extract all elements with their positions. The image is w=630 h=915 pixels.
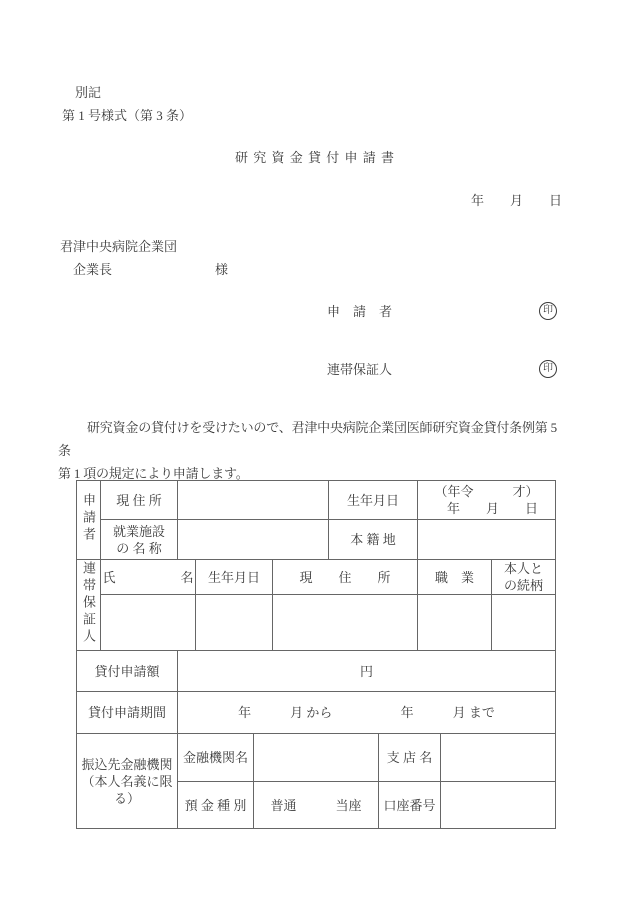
guarantor-birth-value-cell bbox=[196, 595, 273, 651]
application-table bbox=[76, 480, 555, 829]
loan-terms-section bbox=[76, 650, 556, 734]
page-title: 研 究 資 金 貸 付 申 請 書 bbox=[234, 150, 395, 165]
workplace-value-cell bbox=[178, 520, 329, 560]
body-paragraph-line2: 第 1 項の規定により申請します。 bbox=[58, 466, 249, 481]
applicant-birth-label: 生年月日 bbox=[329, 481, 418, 520]
annex-note: 別記 bbox=[75, 85, 102, 100]
applicant-signature-row bbox=[327, 301, 557, 320]
guarantor-section bbox=[76, 559, 556, 651]
bank-side-label-cell: 振込先金融機関 （本人名義に限 る） bbox=[77, 734, 178, 829]
bank-branch-value-cell bbox=[441, 734, 556, 782]
applicant-address-value-cell bbox=[178, 481, 329, 520]
guarantor-address-label: 現 住 所 bbox=[273, 560, 418, 595]
deposit-type-label: 預 金 種 別 bbox=[178, 782, 254, 829]
bank-section bbox=[76, 733, 556, 829]
applicant-address-label: 現 住 所 bbox=[101, 481, 178, 520]
addressee-organization: 君津中央病院企業団 bbox=[60, 239, 178, 254]
bank-institution-value-cell bbox=[254, 734, 379, 782]
guarantor-relation-value-cell bbox=[492, 595, 556, 651]
guarantor-name-label: 氏 名 bbox=[101, 560, 196, 595]
body-paragraph bbox=[58, 416, 558, 485]
seal-icon: 印 bbox=[539, 302, 557, 320]
addressee-line bbox=[73, 259, 228, 278]
domicile-label: 本 籍 地 bbox=[329, 520, 418, 560]
birth-date-placeholder: 年 月 日 bbox=[446, 501, 538, 516]
guarantor-occupation-value-cell bbox=[418, 595, 492, 651]
account-number-label: 口座番号 bbox=[379, 782, 441, 829]
guarantor-birth-label: 生年月日 bbox=[196, 560, 273, 595]
guarantor-side-header: 連帯保証人 bbox=[77, 560, 101, 651]
age-note: （年令 才） bbox=[434, 484, 539, 499]
loan-period-label: 貸付申請期間 bbox=[77, 692, 178, 734]
loan-amount-label: 貸付申請額 bbox=[77, 651, 178, 692]
applicant-section bbox=[76, 480, 556, 560]
addressee-title: 企業長 bbox=[73, 262, 113, 277]
deposit-type-options: 普通 当座 bbox=[254, 782, 379, 829]
workplace-label-cell: 就業施設 の 名 称 bbox=[101, 520, 178, 560]
seal-icon: 印 bbox=[539, 360, 557, 378]
honorific: 様 bbox=[215, 262, 229, 277]
loan-period-value-cell: 年 月 から 年 月 まで bbox=[178, 692, 556, 734]
guarantor-name-value-cell bbox=[101, 595, 196, 651]
guarantor-relation-label-cell: 本人と の続柄 bbox=[492, 560, 556, 595]
applicant-birth-cell bbox=[418, 481, 556, 520]
bank-branch-label: 支 店 名 bbox=[379, 734, 441, 782]
date-placeholder: 年 月 日 bbox=[470, 193, 562, 208]
applicant-sign-label: 申 請 者 bbox=[327, 304, 393, 319]
guarantor-sign-label: 連帯保証人 bbox=[327, 362, 393, 377]
loan-amount-value-cell: 円 bbox=[178, 651, 556, 692]
account-number-value-cell bbox=[441, 782, 556, 829]
form-number: 第 1 号様式（第 3 条） bbox=[62, 108, 193, 123]
guarantor-occupation-label: 職 業 bbox=[418, 560, 492, 595]
applicant-side-header: 申請者 bbox=[77, 481, 101, 560]
bank-institution-label: 金融機関名 bbox=[178, 734, 254, 782]
body-paragraph-line1: 研究資金の貸付けを受けたいので、君津中央病院企業団医師研究資金貸付条例第 5 条 bbox=[58, 420, 557, 458]
guarantor-address-value-cell bbox=[273, 595, 418, 651]
guarantor-signature-row bbox=[327, 359, 557, 378]
domicile-value-cell bbox=[418, 520, 556, 560]
